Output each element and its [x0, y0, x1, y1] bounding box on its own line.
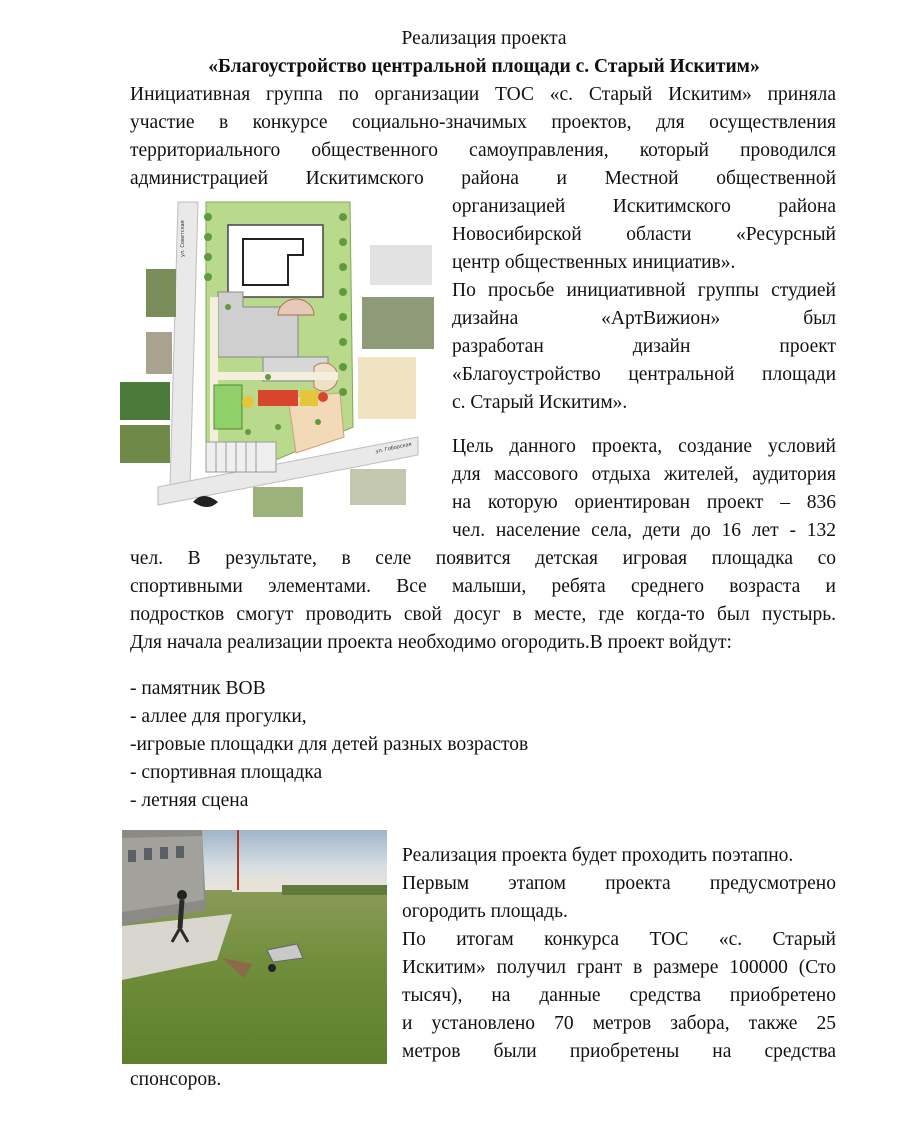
- photo-line-8: метров были приобретены на средства: [402, 1041, 836, 1062]
- photo-line-2: Первым этапом проекта предусмотрено: [402, 873, 836, 894]
- wrap-line-3: центр общественных инициатив».: [452, 252, 736, 273]
- list-item: - летняя сцена: [130, 790, 249, 811]
- wrap-line-8: с. Старый Искитим».: [452, 392, 628, 413]
- photo-line-4: По итогам конкурса ТОС «с. Старый: [402, 929, 836, 950]
- intro-line-3: территориального общественного самоуправления, который проводился: [130, 140, 836, 161]
- final-line: спонсоров.: [130, 1069, 222, 1090]
- wrap-line-12: чел. население села, дети до 16 лет - 132: [452, 520, 836, 541]
- project-title: «Благоустройство центральной площади с. Старый Искитим»: [208, 56, 760, 77]
- photo-line-1: Реализация проекта будет проходить поэтапно.: [402, 845, 794, 866]
- intro-line-2: участие в конкурсе социально-значимых проектов, для осуществления: [130, 112, 836, 133]
- body-line-2: спортивными элементами. Все малыши, ребята среднего возраста и: [130, 576, 836, 597]
- wrap-line-10: для массового отдыха жителей, аудитория: [452, 464, 836, 485]
- wrap-line-11: на которую ориентирован проект – 836: [452, 492, 836, 513]
- photo-line-6: тысяч), на данные средства приобретено: [402, 985, 836, 1006]
- intro-line-4: администрацией Искитимского района и Местной общественной: [130, 168, 836, 189]
- wrap-line-7: «Благоустройство центральной площади: [452, 364, 836, 385]
- page-heading: Реализация проекта: [401, 28, 567, 49]
- wrap-line-2: Новосибирской области «Ресурсный: [452, 224, 836, 245]
- body-line-3: подростков смогут проводить свой досуг в месте, где когда-то был пустырь.: [130, 604, 836, 625]
- wrap-line-1: организацией Искитимского района: [452, 196, 836, 217]
- wrap-line-6: разработан дизайн проект: [452, 336, 836, 357]
- street-label: ул. Гоборская: [375, 441, 413, 455]
- body-line-1: чел. В результате, в селе появится детская игровая площадка со: [130, 548, 836, 569]
- list-item: - памятник ВОВ: [130, 678, 266, 699]
- list-item: - аллее для прогулки,: [130, 706, 307, 727]
- site-photo: [122, 830, 387, 1064]
- wrap-line-5: дизайна «АртВижион» был: [452, 308, 836, 329]
- list-item: -игровые площадки для детей разных возрастов: [130, 734, 529, 755]
- wrap-line-9: Цель данного проекта, создание условий: [452, 436, 836, 457]
- wrap-line-4: По просьбе инициативной группы студией: [452, 280, 836, 301]
- photo-line-5: Искитим» получил грант в размере 100000 (Сто: [402, 957, 836, 978]
- list-item: - спортивная площадка: [130, 762, 323, 783]
- intro-line-1: Инициативная группа по организации ТОС «с. Старый Искитим» приняла: [130, 84, 836, 105]
- body-line-4: Для начала реализации проекта необходимо огородить.В проект войдут:: [130, 632, 732, 653]
- side-street-label: ул. Советская: [180, 220, 186, 257]
- photo-line-3: огородить площадь.: [402, 901, 568, 922]
- photo-line-7: и установлено 70 метров забора, также 25: [402, 1013, 836, 1034]
- site-plan-image: [118, 197, 438, 527]
